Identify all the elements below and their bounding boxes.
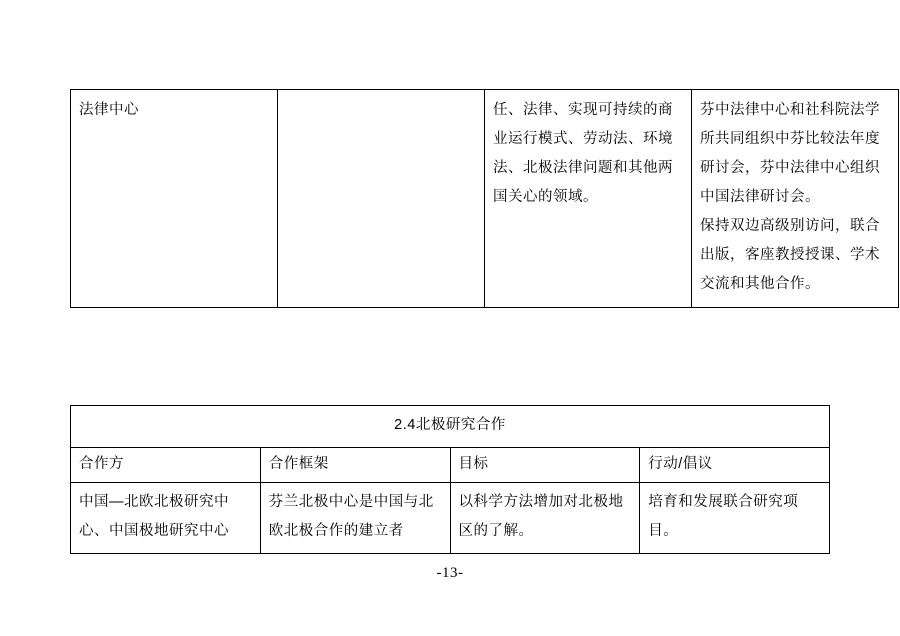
section-table-2-4 [70,405,830,554]
header-action: 行动/倡议 [640,448,830,483]
continuation-table [70,89,899,308]
table-row [71,90,899,308]
section-title: 2.4北极研究合作 [71,406,830,448]
cell-goal: 以科学方法增加对北极地区的了解。 [450,483,640,554]
action-paragraph-1: 芬中法律中心和社科院法学所共同组织中芬比较法年度研讨会，芬中法律中心组织中国法律研讨会。 [700,102,880,205]
table-header-row [71,448,830,483]
cell-framework-empty [278,90,485,308]
cell-goal-text: 任、法律、实现可持续的商业运行模式、劳动法、环境法、北极法律问题和其他两国关心的领域。 [485,90,692,308]
cell-framework: 芬兰北极中心是中国与北欧北极合作的建立者 [260,483,450,554]
cell-action: 培育和发展联合研究项目。 [640,483,830,554]
header-goal: 目标 [450,448,640,483]
cell-law-center: 法律中心 [71,90,278,308]
header-framework: 合作框架 [260,448,450,483]
section-title-row [71,406,830,448]
header-partner: 合作方 [71,448,261,483]
table-row [71,483,830,554]
page-number: -13- [436,565,464,581]
action-paragraph-2: 保持双边高级别访问，联合出版，客座教授授课、学术交流和其他合作。 [700,218,880,292]
cell-action-text [692,90,899,308]
cell-partner: 中国—北欧北极研究中心、中国极地研究中心 [71,483,261,554]
